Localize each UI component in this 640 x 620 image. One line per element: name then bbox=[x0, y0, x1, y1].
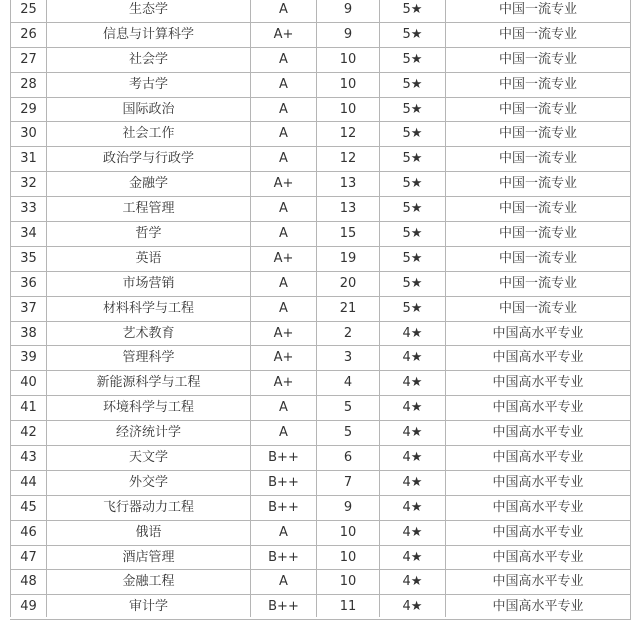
star-level-cell: 5★ bbox=[380, 197, 446, 222]
grade-cell: A bbox=[251, 421, 317, 446]
star-level-cell: 4★ bbox=[380, 321, 446, 346]
grade-cell: A+ bbox=[251, 371, 317, 396]
major-level-cell: 中国高水平专业 bbox=[446, 321, 631, 346]
table-row bbox=[11, 470, 631, 495]
major-name-cell: 金融工程 bbox=[47, 570, 251, 595]
star-level-cell: 5★ bbox=[380, 271, 446, 296]
grade-cell: A+ bbox=[251, 172, 317, 197]
rank-cell: 34 bbox=[11, 222, 47, 247]
major-level-cell: 中国高水平专业 bbox=[446, 545, 631, 570]
table-row bbox=[11, 147, 631, 172]
grade-cell: A+ bbox=[251, 22, 317, 47]
table-row bbox=[11, 495, 631, 520]
major-name-cell: 经济统计学 bbox=[47, 421, 251, 446]
major-level-cell: 中国一流专业 bbox=[446, 271, 631, 296]
rank-cell: 25 bbox=[11, 0, 47, 22]
national-rank-cell: 10 bbox=[317, 97, 380, 122]
major-name-cell: 环境科学与工程 bbox=[47, 396, 251, 421]
rank-cell: 44 bbox=[11, 470, 47, 495]
major-name-cell: 管理科学 bbox=[47, 346, 251, 371]
grade-cell: B++ bbox=[251, 495, 317, 520]
national-rank-cell: 11 bbox=[317, 595, 380, 620]
rank-cell: 36 bbox=[11, 271, 47, 296]
major-name-cell: 信息与计算科学 bbox=[47, 22, 251, 47]
star-level-cell: 4★ bbox=[380, 595, 446, 620]
rank-cell: 37 bbox=[11, 296, 47, 321]
national-rank-cell: 2 bbox=[317, 321, 380, 346]
major-level-cell: 中国高水平专业 bbox=[446, 495, 631, 520]
national-rank-cell: 6 bbox=[317, 446, 380, 471]
national-rank-cell: 5 bbox=[317, 396, 380, 421]
table-row bbox=[11, 0, 631, 22]
rank-cell: 46 bbox=[11, 520, 47, 545]
rank-cell: 48 bbox=[11, 570, 47, 595]
major-level-cell: 中国一流专业 bbox=[446, 122, 631, 147]
rank-cell: 28 bbox=[11, 72, 47, 97]
table-row bbox=[11, 296, 631, 321]
rank-cell: 32 bbox=[11, 172, 47, 197]
grade-cell: A bbox=[251, 222, 317, 247]
star-level-cell: 5★ bbox=[380, 47, 446, 72]
grade-cell: A bbox=[251, 296, 317, 321]
table-row bbox=[11, 197, 631, 222]
star-level-cell: 4★ bbox=[380, 346, 446, 371]
table-row bbox=[11, 321, 631, 346]
major-level-cell: 中国高水平专业 bbox=[446, 446, 631, 471]
grade-cell: A bbox=[251, 396, 317, 421]
star-level-cell: 5★ bbox=[380, 22, 446, 47]
star-level-cell: 5★ bbox=[380, 97, 446, 122]
major-level-cell: 中国一流专业 bbox=[446, 22, 631, 47]
major-level-cell: 中国高水平专业 bbox=[446, 421, 631, 446]
grade-cell: A bbox=[251, 0, 317, 22]
star-level-cell: 5★ bbox=[380, 147, 446, 172]
major-name-cell: 哲学 bbox=[47, 222, 251, 247]
table-row bbox=[11, 246, 631, 271]
grade-cell: A+ bbox=[251, 246, 317, 271]
grade-cell: B++ bbox=[251, 545, 317, 570]
major-name-cell: 审计学 bbox=[47, 595, 251, 620]
table-row bbox=[11, 172, 631, 197]
star-level-cell: 4★ bbox=[380, 495, 446, 520]
rank-cell: 42 bbox=[11, 421, 47, 446]
major-name-cell: 俄语 bbox=[47, 520, 251, 545]
major-name-cell: 生态学 bbox=[47, 0, 251, 22]
national-rank-cell: 3 bbox=[317, 346, 380, 371]
star-level-cell: 4★ bbox=[380, 371, 446, 396]
major-level-cell: 中国高水平专业 bbox=[446, 371, 631, 396]
major-level-cell: 中国高水平专业 bbox=[446, 595, 631, 620]
grade-cell: A bbox=[251, 271, 317, 296]
table-row bbox=[11, 72, 631, 97]
star-level-cell: 4★ bbox=[380, 520, 446, 545]
national-rank-cell: 10 bbox=[317, 570, 380, 595]
major-name-cell: 政治学与行政学 bbox=[47, 147, 251, 172]
grade-cell: A bbox=[251, 520, 317, 545]
rank-cell: 40 bbox=[11, 371, 47, 396]
rank-cell: 43 bbox=[11, 446, 47, 471]
star-level-cell: 4★ bbox=[380, 421, 446, 446]
grade-cell: A bbox=[251, 197, 317, 222]
table-row bbox=[11, 371, 631, 396]
table-row bbox=[11, 97, 631, 122]
star-level-cell: 4★ bbox=[380, 446, 446, 471]
rank-cell: 41 bbox=[11, 396, 47, 421]
table-row bbox=[11, 222, 631, 247]
rank-cell: 31 bbox=[11, 147, 47, 172]
major-name-cell: 国际政治 bbox=[47, 97, 251, 122]
table-row bbox=[11, 520, 631, 545]
star-level-cell: 5★ bbox=[380, 0, 446, 22]
table-row bbox=[11, 421, 631, 446]
major-level-cell: 中国一流专业 bbox=[446, 222, 631, 247]
major-name-cell: 天文学 bbox=[47, 446, 251, 471]
national-rank-cell: 20 bbox=[317, 271, 380, 296]
rank-cell: 33 bbox=[11, 197, 47, 222]
table-row bbox=[11, 446, 631, 471]
national-rank-cell: 10 bbox=[317, 47, 380, 72]
grade-cell: A bbox=[251, 147, 317, 172]
national-rank-cell: 7 bbox=[317, 470, 380, 495]
major-name-cell: 工程管理 bbox=[47, 197, 251, 222]
national-rank-cell: 10 bbox=[317, 520, 380, 545]
table-row bbox=[11, 570, 631, 595]
rank-cell: 47 bbox=[11, 545, 47, 570]
major-level-cell: 中国一流专业 bbox=[446, 172, 631, 197]
rank-cell: 27 bbox=[11, 47, 47, 72]
grade-cell: A bbox=[251, 570, 317, 595]
major-level-cell: 中国一流专业 bbox=[446, 246, 631, 271]
grade-cell: A bbox=[251, 122, 317, 147]
rank-cell: 38 bbox=[11, 321, 47, 346]
grade-cell: A bbox=[251, 47, 317, 72]
national-rank-cell: 15 bbox=[317, 222, 380, 247]
rank-cell: 45 bbox=[11, 495, 47, 520]
major-name-cell: 英语 bbox=[47, 246, 251, 271]
star-level-cell: 5★ bbox=[380, 172, 446, 197]
grade-cell: A bbox=[251, 72, 317, 97]
table-row bbox=[11, 47, 631, 72]
national-rank-cell: 4 bbox=[317, 371, 380, 396]
rank-cell: 29 bbox=[11, 97, 47, 122]
major-level-cell: 中国一流专业 bbox=[446, 0, 631, 22]
table-row bbox=[11, 271, 631, 296]
major-level-cell: 中国一流专业 bbox=[446, 72, 631, 97]
major-level-cell: 中国一流专业 bbox=[446, 147, 631, 172]
star-level-cell: 4★ bbox=[380, 545, 446, 570]
major-level-cell: 中国一流专业 bbox=[446, 197, 631, 222]
table-row bbox=[11, 545, 631, 570]
rank-cell: 49 bbox=[11, 595, 47, 620]
star-level-cell: 5★ bbox=[380, 246, 446, 271]
national-rank-cell: 12 bbox=[317, 147, 380, 172]
national-rank-cell: 10 bbox=[317, 72, 380, 97]
national-rank-cell: 13 bbox=[317, 172, 380, 197]
major-level-cell: 中国高水平专业 bbox=[446, 570, 631, 595]
national-rank-cell: 21 bbox=[317, 296, 380, 321]
major-name-cell: 新能源科学与工程 bbox=[47, 371, 251, 396]
major-level-cell: 中国高水平专业 bbox=[446, 520, 631, 545]
rank-cell: 39 bbox=[11, 346, 47, 371]
national-rank-cell: 10 bbox=[317, 545, 380, 570]
grade-cell: B++ bbox=[251, 595, 317, 620]
major-name-cell: 考古学 bbox=[47, 72, 251, 97]
star-level-cell: 4★ bbox=[380, 470, 446, 495]
national-rank-cell: 12 bbox=[317, 122, 380, 147]
national-rank-cell: 9 bbox=[317, 495, 380, 520]
major-name-cell: 材料科学与工程 bbox=[47, 296, 251, 321]
major-name-cell: 飞行器动力工程 bbox=[47, 495, 251, 520]
grade-cell: B++ bbox=[251, 470, 317, 495]
major-name-cell: 外交学 bbox=[47, 470, 251, 495]
table-body bbox=[11, 0, 631, 620]
star-level-cell: 4★ bbox=[380, 570, 446, 595]
major-level-cell: 中国一流专业 bbox=[446, 296, 631, 321]
major-level-cell: 中国高水平专业 bbox=[446, 396, 631, 421]
star-level-cell: 5★ bbox=[380, 296, 446, 321]
major-name-cell: 市场营销 bbox=[47, 271, 251, 296]
national-rank-cell: 13 bbox=[317, 197, 380, 222]
major-name-cell: 酒店管理 bbox=[47, 545, 251, 570]
national-rank-cell: 19 bbox=[317, 246, 380, 271]
major-level-cell: 中国高水平专业 bbox=[446, 346, 631, 371]
major-ranking-table bbox=[10, 0, 631, 620]
table-row bbox=[11, 122, 631, 147]
grade-cell: A+ bbox=[251, 321, 317, 346]
major-name-cell: 社会学 bbox=[47, 47, 251, 72]
table-row bbox=[11, 22, 631, 47]
star-level-cell: 5★ bbox=[380, 122, 446, 147]
major-level-cell: 中国一流专业 bbox=[446, 47, 631, 72]
national-rank-cell: 5 bbox=[317, 421, 380, 446]
grade-cell: A bbox=[251, 97, 317, 122]
major-name-cell: 艺术教育 bbox=[47, 321, 251, 346]
major-name-cell: 社会工作 bbox=[47, 122, 251, 147]
national-rank-cell: 9 bbox=[317, 22, 380, 47]
grade-cell: B++ bbox=[251, 446, 317, 471]
major-level-cell: 中国一流专业 bbox=[446, 97, 631, 122]
major-level-cell: 中国高水平专业 bbox=[446, 470, 631, 495]
table-row bbox=[11, 346, 631, 371]
rank-cell: 35 bbox=[11, 246, 47, 271]
star-level-cell: 4★ bbox=[380, 396, 446, 421]
star-level-cell: 5★ bbox=[380, 222, 446, 247]
rank-cell: 30 bbox=[11, 122, 47, 147]
major-name-cell: 金融学 bbox=[47, 172, 251, 197]
national-rank-cell: 9 bbox=[317, 0, 380, 22]
star-level-cell: 5★ bbox=[380, 72, 446, 97]
grade-cell: A+ bbox=[251, 346, 317, 371]
rank-cell: 26 bbox=[11, 22, 47, 47]
table-row bbox=[11, 396, 631, 421]
